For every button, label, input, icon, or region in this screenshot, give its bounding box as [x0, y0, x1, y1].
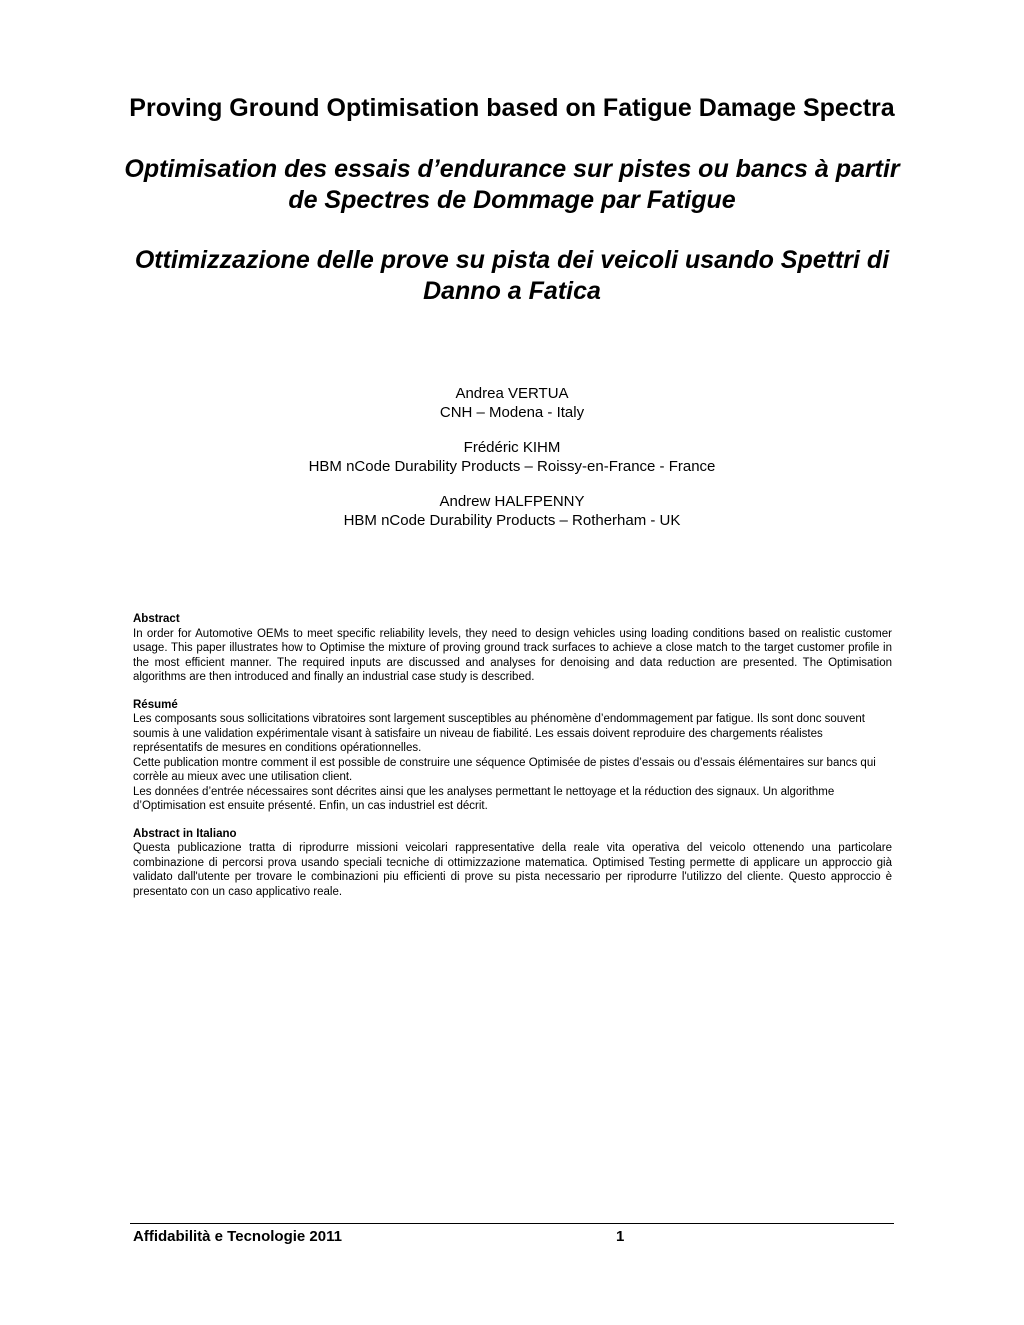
title-french: Optimisation des essais d’endurance sur pistes ou bancs à partir de Spectres de Dommage par Fatigue	[124, 155, 900, 214]
abstract-italian-text: Questa publicazione tratta di riprodurre missioni veicolari rappresentative della reale vita operativa del veicolo ottenendo una particolare combinazione di percorsi prova usando speciali tecniche di ottimizzazione matematica. Optimised Testing permette di applicare un approccio già validato dall'utente per trovare le combinazioni piu efficienti di prove su pista necessario per riprodurre l'utilizzo del cliente. Questo approccio è presentato con un caso applicativo reale.	[133, 842, 892, 898]
title-english: Proving Ground Optimisation based on Fatigue Damage Spectra	[129, 94, 895, 122]
resume-paragraph: Les composants sous sollicitations vibratoires sont largement susceptibles au phénomène d’endommagement par fatigue. Ils sont donc souvent soumis à une validation expérimentale visant à satisfaire un niveau de fiabilité. Les essais doivent reproduire des chargements réalistes représentatifs de mesures en conditions opérationnelles.	[133, 713, 865, 754]
author-entry	[120, 438, 904, 476]
author-affiliation: CNH – Modena - Italy	[439, 404, 585, 421]
resume-section	[133, 698, 892, 814]
abstract-section	[133, 612, 892, 685]
abstract-italian-heading: Abstract in Italiano	[133, 827, 237, 840]
author-entry	[120, 384, 904, 422]
author-name: Frédéric KIHM	[463, 439, 561, 456]
resume-heading: Résumé	[133, 698, 178, 711]
abstract-text: In order for Automotive OEMs to meet specific reliability levels, they need to design vehicles using loading conditions based on realistic customer usage. This paper illustrates how to Optimise the mixture of proving ground track surfaces to achieve a close match to the target customer profile in the most efficient manner. The required inputs are discussed and analyses for denoising and data reduction are presented. The Optimisation algorithms are then introduced and finally an industrial case study is described.	[133, 627, 892, 683]
author-list	[120, 384, 904, 546]
author-name: Andrew HALFPENNY	[439, 493, 585, 510]
title-block	[120, 93, 904, 307]
author-name: Andrea VERTUA	[455, 385, 569, 402]
resume-paragraph: Les données d’entrée nécessaires sont décrites ainsi que les analyses permettant le nettoyage et la réduction des signaux. Un algorithme d’Optimisation est ensuite présenté. Enfin, un cas industriel est décrit.	[133, 785, 835, 812]
abstracts-block	[133, 612, 892, 912]
author-affiliation: HBM nCode Durability Products – Rotherham - UK	[343, 512, 681, 529]
page-number: 1	[616, 1228, 625, 1245]
title-italian: Ottimizzazione delle prove su pista dei veicoli usando Spettri di Danno a Fatica	[134, 246, 890, 305]
abstract-heading: Abstract	[133, 613, 180, 625]
abstract-italian-section	[133, 827, 892, 900]
author-entry	[120, 492, 904, 530]
resume-paragraph: Cette publication montre comment il est possible de construire une séquence Optimisée de pistes d’essais ou d’essais élémentaires sur bancs qui corrèle au mieux avec une utilisation client.	[133, 756, 876, 783]
footer-conference: Affidabilità e Tecnologie 2011	[133, 1228, 342, 1245]
page-footer	[133, 1228, 894, 1248]
footer-divider	[130, 1223, 894, 1224]
author-affiliation: HBM nCode Durability Products – Roissy-en-France - France	[308, 458, 716, 475]
